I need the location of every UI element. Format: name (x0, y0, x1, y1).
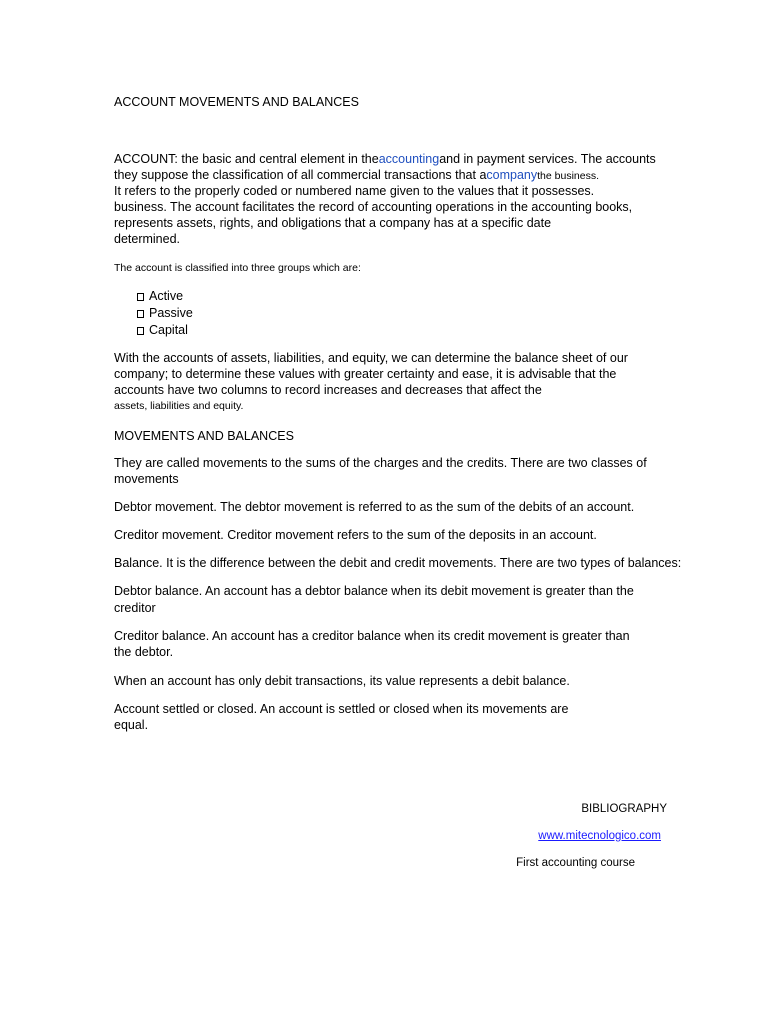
bibliography-heading: BIBLIOGRAPHY (581, 803, 667, 815)
creditor-balance-line-1: Creditor balance. An account has a creditor balance when its credit movement is greater than (114, 629, 630, 643)
groups-intro: The account is classified into three groups which are: (114, 262, 361, 274)
balance-sheet-line-4: assets, liabilities and equity. (114, 400, 244, 412)
debtor-balance-line-2: creditor (114, 601, 156, 615)
text: and in payment services. The accounts (439, 152, 656, 166)
text: they suppose the classification of all commercial transactions that a (114, 168, 487, 182)
list-item (137, 322, 188, 338)
text: the business. (537, 170, 600, 182)
list-item-label: Capital (149, 323, 188, 337)
settled-line-1: Account settled or closed. An account is settled or closed when its movements are (114, 702, 569, 716)
account-def-line-4: business. The account facilitates the record of accounting operations in the accounting books, (114, 200, 633, 214)
account-def-line-2 (114, 167, 599, 184)
balance-definition: Balance. It is the difference between the debit and credit movements. There are two types of balances: (114, 556, 682, 570)
creditor-balance-line-2: the debtor. (114, 645, 174, 659)
balance-sheet-line-3: accounts have two columns to record increases and decreases that affect the (114, 383, 542, 397)
checkbox-icon (137, 310, 144, 318)
balance-sheet-line-1: With the accounts of assets, liabilities, and equity, we can determine the balance sheet of our (114, 351, 628, 365)
list-item-label: Passive (149, 306, 193, 320)
only-debit-note: When an account has only debit transactions, its value represents a debit balance. (114, 674, 570, 688)
bibliography-book: First accounting course (516, 857, 635, 869)
account-def-line-6: determined. (114, 232, 181, 246)
document-title: ACCOUNT MOVEMENTS AND BALANCES (114, 95, 359, 109)
list-item (137, 305, 193, 321)
checkbox-icon (137, 327, 144, 335)
settled-line-2: equal. (114, 718, 149, 732)
movements-line-2: movements (114, 472, 179, 486)
account-def-line-5: represents assets, rights, and obligations that a company has at a specific date (114, 216, 552, 230)
accounting-link[interactable]: accounting (378, 152, 440, 166)
bibliography-url-link[interactable]: www.mitecnologico.com (538, 830, 661, 842)
section-heading: MOVEMENTS AND BALANCES (114, 429, 294, 443)
checkbox-icon (137, 293, 144, 301)
creditor-movement: Creditor movement. Creditor movement refers to the sum of the deposits in an account. (114, 528, 597, 542)
text: ACCOUNT: the basic and central element in the (114, 152, 379, 166)
account-def-line-3: It refers to the properly coded or numbered name given to the values that it possesses. (114, 184, 595, 198)
list-item-label: Active (149, 289, 184, 303)
balance-sheet-line-2: company; to determine these values with greater certainty and ease, it is advisable that the (114, 367, 617, 381)
company-link[interactable]: company (486, 168, 538, 182)
movements-line-1: They are called movements to the sums of the charges and the credits. There are two classes of (114, 456, 647, 470)
debtor-movement: Debtor movement. The debtor movement is referred to as the sum of the debits of an account. (114, 500, 635, 514)
debtor-balance-line-1: Debtor balance. An account has a debtor balance when its debit movement is greater than the (114, 584, 634, 598)
list-item (137, 288, 183, 304)
account-def-line-1 (114, 151, 656, 167)
